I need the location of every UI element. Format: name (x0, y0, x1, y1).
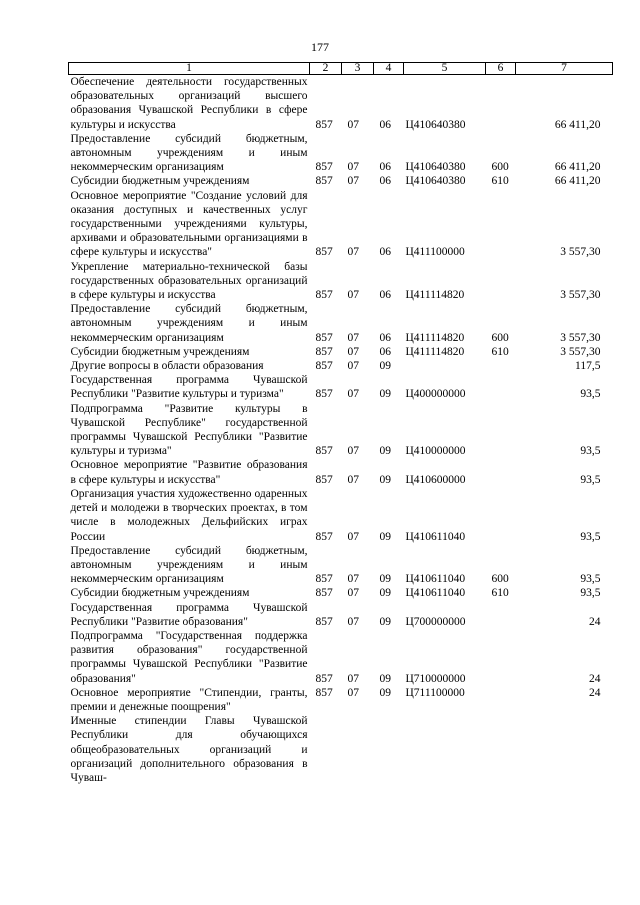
subsection-code-cell: 09 (379, 530, 391, 543)
section-code-cell: 07 (347, 246, 359, 259)
expense-type-cell: 610 (491, 175, 509, 188)
expense-name-cell: Предоставление субсидий бюджетным, автономным учреждениям и иным некоммерческим организациям (70, 303, 308, 344)
amount-cell: 66 411,20 (554, 118, 601, 131)
expense-type-cell: 600 (491, 331, 509, 344)
subsection-code-cell: 09 (379, 445, 391, 458)
subsection-code-cell: 06 (379, 289, 391, 302)
section-code-cell: 07 (347, 345, 359, 358)
section-code-cell: 07 (347, 672, 359, 685)
expense-type-cell (486, 189, 516, 260)
amount-cell: 93,5 (580, 473, 601, 486)
ministry-code-cell: 857 (315, 345, 333, 358)
target-article-cell: Ц710000000 (405, 672, 466, 685)
section-code-cell: 07 (347, 175, 359, 188)
amount-cell: 93,5 (580, 388, 601, 401)
target-article-cell: Ц410600000 (405, 473, 466, 486)
expense-name-cell: Обеспечение деятельности государственных образовательных организаций высшего образования Чувашской Республики в сфере культуры и искусства (70, 76, 308, 131)
expense-name-cell: Субсидии бюджетным учреждениям (70, 587, 250, 600)
expense-type-cell (486, 487, 516, 544)
amount-cell: 24 (589, 615, 601, 628)
amount-cell: 3 557,30 (560, 331, 601, 344)
expense-type-cell (486, 601, 516, 629)
ministry-code-cell: 857 (315, 161, 333, 174)
expense-name-cell: Подпрограмма "Развитие культуры в Чувашской Республике" государственной программы Чувашской Республики "Развитие культуры и туризма" (70, 402, 308, 458)
ministry-code-cell: 857 (315, 686, 333, 699)
expense-name-cell: Государственная программа Чувашской Республики "Развитие образования" (70, 601, 308, 628)
table-row (69, 260, 613, 303)
table-row (69, 402, 613, 459)
budget-table (68, 62, 613, 785)
ministry-code-cell: 857 (315, 672, 333, 685)
column-header: 7 (516, 63, 613, 75)
subsection-code-cell: 09 (379, 473, 391, 486)
table-row (69, 586, 613, 600)
amount-cell (516, 714, 613, 785)
expense-name-cell: Укрепление материально-технической базы государственных образовательных организаций в сфере культуры и искусства (70, 260, 308, 302)
ministry-code-cell: 857 (315, 473, 333, 486)
header-row (69, 63, 613, 75)
amount-cell: 3 557,30 (560, 246, 601, 259)
ministry-code-cell: 857 (315, 388, 333, 401)
subsection-code-cell: 09 (379, 672, 391, 685)
amount-cell: 93,5 (580, 445, 601, 458)
expense-name-cell: Предоставление субсидий бюджетным, автономным учреждениям и иным некоммерческим организациям (70, 544, 308, 586)
subsection-code-cell: 09 (379, 360, 391, 373)
table-row (69, 189, 613, 260)
target-article-cell: Ц410611040 (405, 587, 466, 600)
section-code-cell: 07 (347, 360, 359, 373)
expense-name-cell: Основное мероприятие "Стипендии, гранты, премии и денежные поощрения" (70, 686, 308, 713)
subsection-code-cell: 09 (379, 573, 391, 586)
expense-type-cell (486, 629, 516, 686)
ministry-code-cell: 857 (315, 445, 333, 458)
table-row (69, 345, 613, 359)
table-row (69, 458, 613, 486)
amount-cell: 66 411,20 (554, 161, 601, 174)
amount-cell: 24 (589, 672, 601, 685)
amount-cell: 93,5 (580, 530, 601, 543)
column-header: 4 (374, 63, 404, 75)
expense-type-cell (486, 402, 516, 459)
subsection-code-cell (374, 714, 404, 785)
amount-cell: 3 557,30 (560, 289, 601, 302)
subsection-code-cell: 09 (379, 615, 391, 628)
ministry-code-cell (310, 714, 342, 785)
expense-type-cell (486, 373, 516, 401)
expense-name-cell: Основное мероприятие "Развитие образования в сфере культуры и искусства" (70, 459, 308, 486)
amount-cell: 24 (589, 686, 601, 699)
expense-type-cell: 610 (491, 587, 509, 600)
subsection-code-cell: 09 (379, 388, 391, 401)
section-code-cell: 07 (347, 615, 359, 628)
expense-name-cell: Организация участия художественно одаренных детей и молодежи в творческих проектах, в том числе в молодежных Дельфийских играх России (70, 487, 308, 543)
ministry-code-cell: 857 (315, 118, 333, 131)
amount-cell: 3 557,30 (560, 345, 601, 358)
subsection-code-cell: 06 (379, 118, 391, 131)
table-row (69, 132, 613, 175)
expense-name-cell: Субсидии бюджетным учреждениям (70, 345, 250, 358)
subsection-code-cell: 06 (379, 246, 391, 259)
target-article-cell (404, 359, 486, 373)
target-article-cell: Ц410640380 (405, 175, 466, 188)
expense-type-cell: 610 (491, 345, 509, 358)
target-article-cell: Ц411114820 (405, 345, 465, 358)
column-header: 6 (486, 63, 516, 75)
subsection-code-cell: 06 (379, 161, 391, 174)
expense-type-cell (486, 714, 516, 785)
amount-cell: 93,5 (580, 573, 601, 586)
table-row (69, 487, 613, 544)
ministry-code-cell: 857 (315, 615, 333, 628)
table-body (69, 75, 613, 786)
table-row (69, 629, 613, 686)
subsection-code-cell: 06 (379, 345, 391, 358)
ministry-code-cell: 857 (315, 587, 333, 600)
amount-cell: 66 411,20 (554, 175, 601, 188)
expense-type-cell (486, 260, 516, 303)
table-row (69, 373, 613, 401)
amount-cell: 93,5 (580, 587, 601, 600)
target-article-cell: Ц410611040 (405, 573, 466, 586)
ministry-code-cell: 857 (315, 573, 333, 586)
ministry-code-cell: 857 (315, 246, 333, 259)
target-article-cell: Ц711100000 (405, 686, 465, 699)
subsection-code-cell: 09 (379, 587, 391, 600)
ministry-code-cell: 857 (315, 331, 333, 344)
subsection-code-cell: 06 (379, 175, 391, 188)
expense-type-cell (486, 75, 516, 132)
target-article-cell: Ц400000000 (405, 388, 466, 401)
target-article-cell: Ц411100000 (405, 246, 465, 259)
expense-name-cell: Государственная программа Чувашской Республики "Развитие культуры и туризма" (70, 374, 308, 401)
expense-name-cell: Субсидии бюджетным учреждениям (70, 175, 250, 188)
table-row (69, 686, 613, 714)
expense-name-cell: Подпрограмма "Государственная поддержка развития образования" государственной программы Чувашской Республики "Развитие образования" (70, 629, 308, 685)
target-article-cell: Ц410611040 (405, 530, 466, 543)
subsection-code-cell: 06 (379, 331, 391, 344)
table-row (69, 174, 613, 188)
expense-type-cell (486, 458, 516, 486)
section-code-cell: 07 (347, 473, 359, 486)
table-row (69, 544, 613, 587)
section-code-cell: 07 (347, 573, 359, 586)
expense-type-cell: 600 (491, 573, 509, 586)
section-code-cell: 07 (347, 289, 359, 302)
section-code-cell: 07 (347, 331, 359, 344)
expense-name-cell: Другие вопросы в области образования (70, 360, 264, 373)
expense-type-cell: 600 (491, 161, 509, 174)
table-row (69, 601, 613, 629)
column-header: 2 (310, 63, 342, 75)
ministry-code-cell: 857 (315, 360, 333, 373)
page-number: 177 (311, 40, 329, 54)
table-row (69, 714, 613, 785)
ministry-code-cell: 857 (315, 530, 333, 543)
section-code-cell: 07 (347, 161, 359, 174)
section-code-cell: 07 (347, 118, 359, 131)
amount-cell: 117,5 (575, 360, 601, 373)
expense-type-cell (486, 686, 516, 714)
column-header: 3 (342, 63, 374, 75)
section-code-cell: 07 (347, 530, 359, 543)
column-header: 5 (404, 63, 486, 75)
target-article-cell: Ц700000000 (405, 615, 466, 628)
target-article-cell: Ц410640380 (405, 161, 466, 174)
target-article-cell (404, 714, 486, 785)
section-code-cell: 07 (347, 388, 359, 401)
target-article-cell: Ц410000000 (405, 445, 466, 458)
section-code-cell: 07 (347, 445, 359, 458)
ministry-code-cell: 857 (315, 289, 333, 302)
table-row (69, 359, 613, 373)
ministry-code-cell: 857 (315, 175, 333, 188)
expense-type-cell (486, 359, 516, 373)
table-row (69, 302, 613, 345)
section-code-cell: 07 (347, 587, 359, 600)
section-code-cell: 07 (347, 686, 359, 699)
expense-name-cell: Основное мероприятие "Создание условий для оказания доступных и качественных услуг государственными учреждениями культуры, архивами и образовательными организациями в сфере культуры и искусства" (70, 189, 308, 259)
table-header (69, 63, 613, 75)
table-row (69, 75, 613, 132)
target-article-cell: Ц411114820 (405, 289, 465, 302)
target-article-cell: Ц410640380 (405, 118, 466, 131)
subsection-code-cell: 09 (379, 686, 391, 699)
column-header: 1 (69, 63, 310, 75)
expense-name-cell: Предоставление субсидий бюджетным, автономным учреждениям и иным некоммерческим организациям (70, 132, 308, 174)
expense-name-cell: Именные стипендии Главы Чувашской Республики для обучающихся общеобразовательных организаций и организаций дополнительного образования в Чуваш- (70, 715, 308, 784)
section-code-cell (342, 714, 374, 785)
target-article-cell: Ц411114820 (405, 331, 465, 344)
